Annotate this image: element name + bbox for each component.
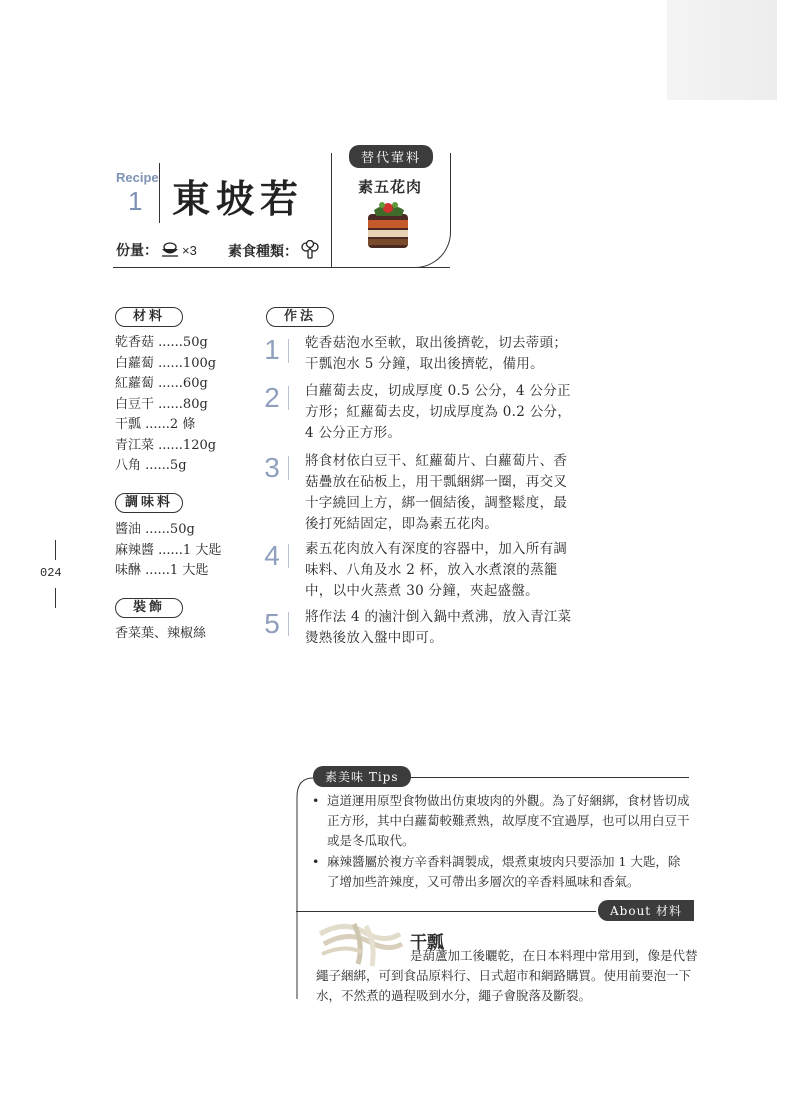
step-text: 乾香菇泡水至軟，取出後擠乾，切去蒂頭；干瓢泡水 5 分鐘，取出後擠乾，備用。: [305, 335, 568, 372]
method-heading: 作法: [266, 307, 334, 327]
bullet-icon: •: [312, 793, 320, 808]
about-title: 干瓢: [410, 933, 444, 953]
broccoli-icon: [300, 240, 320, 264]
step-number: 4: [264, 540, 280, 571]
servings-value: ×3: [182, 243, 197, 258]
ingredients-heading: 材料: [115, 307, 183, 327]
list-item: 干瓢 ......2 條: [115, 417, 196, 432]
list-item: 青江菜 ......120g: [115, 437, 217, 453]
substitute-name: 素五花肉: [358, 178, 423, 196]
ingredients-list: [115, 333, 216, 477]
about-text: 是葫蘆加工後曬乾，在日本料理中常用到，像是代替繩子綑綁，可到食品原料行、日式超市和網路購買。使用前要泡一下水，不然煮的過程吸到水分，繩子會脫落及斷裂。: [316, 948, 698, 1003]
list-item: 紅蘿蔔 ......60g: [115, 376, 208, 391]
veg-type-label: 素食種類：: [228, 244, 298, 260]
list-item: [312, 852, 692, 892]
garnish-list: [115, 624, 206, 645]
recipe-label: Recipe: [116, 170, 159, 185]
step-divider: [288, 339, 289, 363]
tip-text: 麻辣醬屬於複方辛香料調製成，煨煮東坡肉只要添加 1 大匙，除了增加些許辣度，又可帶出多層次的辛香料風味和香氣。: [327, 854, 681, 889]
list-item: 味醂 ......1 大匙: [115, 563, 209, 578]
frame-corner: [408, 230, 451, 268]
step-number: 5: [264, 608, 280, 639]
list-item: 麻辣醬 ......1 大匙: [115, 542, 222, 558]
page-title: 東坡若: [172, 176, 305, 221]
tip-text: 這道運用原型食物做出仿東坡肉的外觀。為了好綑綁，食材皆切成正方形，其中白蘿蔔較難煮熟，故厚度不宜過厚，也可以用白豆干或是冬瓜取代。: [327, 793, 690, 848]
about-label: About 材料: [598, 900, 694, 921]
list-item: 乾香菇 ......50g: [115, 335, 208, 350]
bullet-icon: •: [312, 854, 320, 869]
list-item: [312, 791, 692, 851]
scan-edge-shadow: [667, 0, 777, 100]
step-number: 1: [264, 334, 280, 365]
step-number: 2: [264, 382, 280, 413]
list-item: 白蘿蔔 ......100g: [115, 355, 217, 371]
substitute-badge: 替代葷料: [349, 145, 433, 168]
garnish-heading: 裝飾: [115, 598, 183, 618]
step-divider: [288, 456, 289, 480]
step-text: 將作法 4 的滷汁倒入鍋中煮沸，放入青江菜燙熟後放入盤中即可。: [305, 609, 572, 646]
page-number-rule: [55, 588, 56, 608]
about-rule: [296, 911, 596, 912]
step-text: 將食材依白豆干、紅蘿蔔片、白蘿蔔片、香菇疊放在砧板上，用干瓢綑綁一圈，再交叉十字繞回上方，綁一個結後，調整鬆度，最後打死結固定，即為素五花肉。: [305, 453, 568, 532]
step-text: 白蘿蔔去皮，切成厚度 0.5 公分，4 公分正方形；紅蘿蔔去皮，切成厚度為 0.2 公分，4 公分正方形。: [305, 383, 572, 441]
tips-list: [312, 791, 692, 892]
step-divider: [288, 544, 289, 568]
page-number: 024: [40, 566, 62, 580]
seasoning-list: [115, 520, 221, 582]
title-divider: [159, 163, 160, 223]
veg-type-info: [228, 240, 322, 264]
list-item: 八角 ......5g: [115, 458, 187, 473]
tips-bracket: [294, 777, 314, 999]
servings-label: 份量：: [116, 243, 158, 259]
step-divider: [288, 386, 289, 410]
frame-line: [331, 153, 332, 268]
page-number-rule: [55, 540, 56, 560]
dish-photo: [366, 196, 412, 254]
seasoning-heading: 調味料: [115, 493, 183, 513]
step-divider: [288, 612, 289, 636]
step-text: 素五花肉放入有深度的容器中，加入所有調味料、八角及水 2 杯，放入水煮滾的蒸籠中，以中火蒸煮 30 分鐘，夾起盛盤。: [305, 541, 568, 599]
list-item: 香菜葉、辣椒絲: [115, 626, 207, 641]
servings-info: [116, 240, 197, 262]
step-number: 3: [264, 452, 280, 483]
recipe-number: 1: [128, 186, 143, 216]
frame-line: [113, 267, 450, 268]
tips-rule: [405, 777, 689, 778]
list-item: 白豆干 ......80g: [115, 396, 208, 412]
tips-label: 素美味 Tips: [313, 766, 411, 787]
rice-bowl-icon: [160, 240, 180, 262]
frame-line: [450, 153, 451, 233]
list-item: 醬油 ......50g: [115, 522, 195, 537]
